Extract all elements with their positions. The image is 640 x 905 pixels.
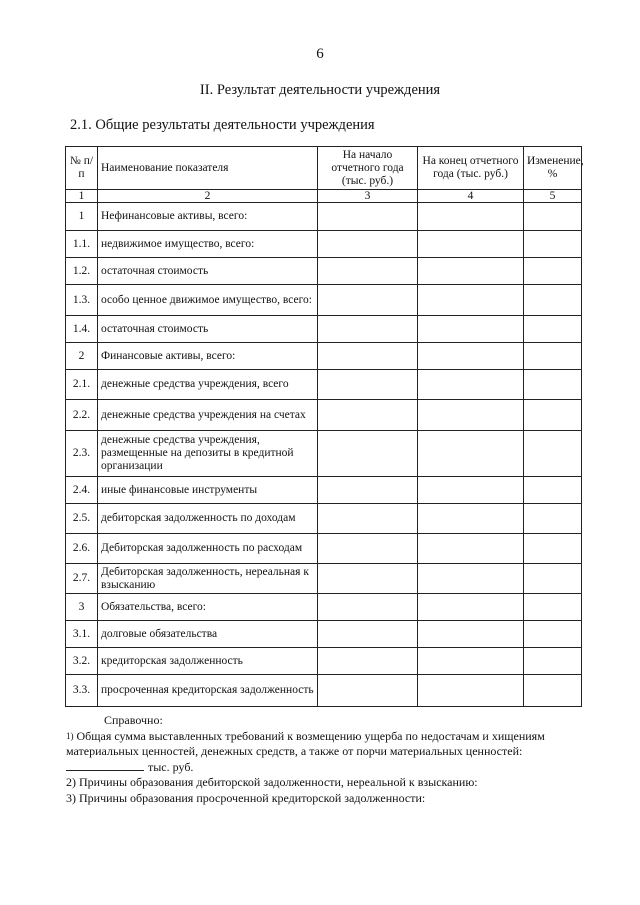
- value-cell: [318, 203, 418, 231]
- header-end-of-year: На конец отчетного года (тыс. руб.): [418, 147, 524, 190]
- value-cell: [318, 316, 418, 343]
- table-row: [66, 621, 582, 648]
- table-row: [66, 431, 582, 477]
- table-header-row: [66, 147, 582, 190]
- column-number-row: [66, 190, 582, 203]
- table-row: [66, 343, 582, 370]
- row-indicator-name: долговые обязательства: [98, 621, 318, 648]
- row-indicator-name: недвижимое имущество, всего:: [98, 231, 318, 258]
- value-cell: [318, 258, 418, 285]
- value-cell: [318, 621, 418, 648]
- value-cell: [524, 648, 582, 675]
- value-cell: [524, 343, 582, 370]
- row-number: 1.3.: [66, 285, 98, 316]
- results-table: [65, 146, 582, 707]
- row-indicator-name: кредиторская задолженность: [98, 648, 318, 675]
- value-cell: [524, 258, 582, 285]
- column-number: 2: [98, 190, 318, 203]
- row-indicator-name: денежные средства учреждения на счетах: [98, 400, 318, 431]
- table-row: [66, 285, 582, 316]
- value-cell: [524, 316, 582, 343]
- value-cell: [318, 648, 418, 675]
- header-number: № п/п: [66, 147, 98, 190]
- value-cell: [524, 231, 582, 258]
- value-cell: [318, 231, 418, 258]
- section-title: II. Результат деятельности учреждения: [199, 82, 441, 98]
- column-number: 4: [418, 190, 524, 203]
- value-cell: [524, 370, 582, 400]
- row-indicator-name: особо ценное движимое имущество, всего:: [98, 285, 318, 316]
- value-cell: [418, 316, 524, 343]
- value-cell: [418, 534, 524, 564]
- subsection-title: 2.1. Общие результаты деятельности учреждения: [70, 117, 375, 133]
- value-cell: [524, 534, 582, 564]
- value-cell: [318, 504, 418, 534]
- value-cell: [524, 477, 582, 504]
- row-indicator-name: Финансовые активы, всего:: [98, 343, 318, 370]
- row-number: 2.7.: [66, 564, 98, 594]
- value-cell: [418, 258, 524, 285]
- row-indicator-name: дебиторская задолженность по доходам: [98, 504, 318, 534]
- row-indicator-name: остаточная стоимость: [98, 258, 318, 285]
- note-1-amount-line: [66, 760, 586, 776]
- row-number: 2.2.: [66, 400, 98, 431]
- row-number: 3.3.: [66, 675, 98, 707]
- row-number: 1.1.: [66, 231, 98, 258]
- value-cell: [318, 370, 418, 400]
- row-indicator-name: просроченная кредиторская задолженность: [98, 675, 318, 707]
- value-cell: [524, 285, 582, 316]
- value-cell: [318, 431, 418, 477]
- value-cell: [418, 400, 524, 431]
- row-number: 1.2.: [66, 258, 98, 285]
- value-cell: [318, 343, 418, 370]
- row-indicator-name: денежные средства учреждения, всего: [98, 370, 318, 400]
- value-cell: [524, 621, 582, 648]
- value-cell: [524, 400, 582, 431]
- column-number: 5: [524, 190, 582, 203]
- value-cell: [418, 285, 524, 316]
- notes-title: Справочно:: [104, 713, 163, 727]
- row-indicator-name: Нефинансовые активы, всего:: [98, 203, 318, 231]
- header-start-of-year: На начало отчетного года (тыс. руб.): [318, 147, 418, 190]
- row-number: 1.4.: [66, 316, 98, 343]
- row-number: 3: [66, 594, 98, 621]
- header-change-percent: Изменение, %: [524, 147, 582, 190]
- table-row: [66, 504, 582, 534]
- value-cell: [524, 594, 582, 621]
- value-cell: [318, 477, 418, 504]
- value-cell: [418, 648, 524, 675]
- value-cell: [418, 343, 524, 370]
- note-1-marker: 1): [66, 730, 74, 741]
- table-row: [66, 400, 582, 431]
- row-number: 2.6.: [66, 534, 98, 564]
- value-cell: [318, 400, 418, 431]
- value-cell: [418, 594, 524, 621]
- row-indicator-name: иные финансовые инструменты: [98, 477, 318, 504]
- value-cell: [318, 534, 418, 564]
- value-cell: [524, 504, 582, 534]
- row-indicator-name: Обязательства, всего:: [98, 594, 318, 621]
- row-number: 2.5.: [66, 504, 98, 534]
- value-cell: [418, 675, 524, 707]
- table-row: [66, 203, 582, 231]
- row-indicator-name: денежные средства учреждения, размещенные на депозиты в кредитной организации: [98, 431, 318, 477]
- value-cell: [318, 285, 418, 316]
- value-cell: [418, 370, 524, 400]
- table-row: [66, 477, 582, 504]
- row-number: 3.1.: [66, 621, 98, 648]
- table-row: [66, 648, 582, 675]
- table-row: [66, 564, 582, 594]
- row-number: 2: [66, 343, 98, 370]
- table-row: [66, 316, 582, 343]
- column-number: 3: [318, 190, 418, 203]
- value-cell: [524, 564, 582, 594]
- table-row: [66, 675, 582, 707]
- header-indicator-name: Наименование показателя: [98, 147, 318, 190]
- note-item-3: 3) Причины образования просроченной кредиторской задолженности:: [66, 790, 426, 805]
- column-number: 1: [66, 190, 98, 203]
- note-1-unit: тыс. руб.: [148, 759, 194, 774]
- value-cell: [418, 564, 524, 594]
- value-cell: [418, 477, 524, 504]
- value-cell: [418, 621, 524, 648]
- row-number: 2.4.: [66, 477, 98, 504]
- value-cell: [418, 231, 524, 258]
- table-row: [66, 370, 582, 400]
- value-cell: [418, 431, 524, 477]
- reference-notes: [66, 713, 586, 806]
- value-cell: [318, 594, 418, 621]
- row-indicator-name: остаточная стоимость: [98, 316, 318, 343]
- value-cell: [318, 564, 418, 594]
- row-number: 2.3.: [66, 431, 98, 477]
- amount-blank-line: [66, 760, 144, 771]
- value-cell: [524, 675, 582, 707]
- row-indicator-name: Дебиторская задолженность, нереальная к взысканию: [98, 564, 318, 594]
- value-cell: [524, 431, 582, 477]
- note-item-1: [66, 729, 586, 760]
- note-1-text: Общая сумма выставленных требований к возмещению ущерба по недостачам и хищениям материальных ценностей, денежных средств, а также от порчи материальных ценностей:: [66, 728, 545, 758]
- row-number: 1: [66, 203, 98, 231]
- value-cell: [418, 203, 524, 231]
- value-cell: [418, 504, 524, 534]
- table-row: [66, 231, 582, 258]
- table-row: [66, 594, 582, 621]
- value-cell: [524, 203, 582, 231]
- row-number: 3.2.: [66, 648, 98, 675]
- table-row: [66, 534, 582, 564]
- table-row: [66, 258, 582, 285]
- row-number: 2.1.: [66, 370, 98, 400]
- page-number: 6: [316, 46, 324, 62]
- value-cell: [318, 675, 418, 707]
- row-indicator-name: Дебиторская задолженность по расходам: [98, 534, 318, 564]
- note-item-2: 2) Причины образования дебиторской задолженности, нереальной к взысканию:: [66, 775, 478, 789]
